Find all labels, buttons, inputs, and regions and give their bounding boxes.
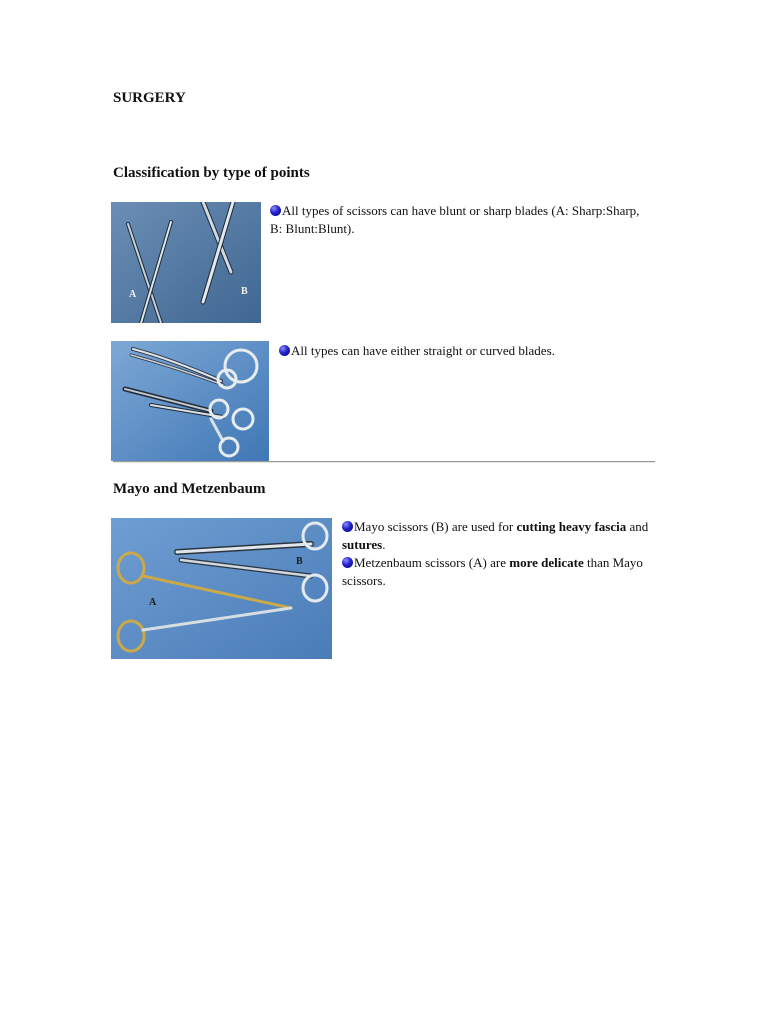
bullet-blade-types: All types of scissors can have blunt or sharp blades (A: Sharp:Sharp, B: Blunt:Blunt). (270, 203, 640, 236)
page-title: SURGERY (113, 90, 186, 106)
scissors-curved-photo (111, 341, 269, 461)
mayo-metzenbaum-photo (111, 518, 332, 659)
bullet-icon (279, 345, 290, 356)
section-heading-mayo: Mayo and Metzenbaum (113, 481, 266, 497)
photo-label-b: B (296, 556, 303, 567)
scissors-points-photo (111, 202, 261, 323)
bullet-metzenbaum: Metzenbaum scissors (A) are more delicate than Mayo scissors. (342, 555, 643, 588)
bullet-straight-curved: All types can have either straight or curved blades. (279, 342, 659, 360)
bullet-icon (342, 521, 353, 532)
bullet-mayo: Mayo scissors (B) are used for cutting heavy fascia and sutures. (342, 519, 649, 552)
photo-label-a: A (149, 597, 157, 608)
photo-label-a: A (129, 289, 137, 300)
section-heading-points: Classification by type of points (113, 165, 310, 181)
photo-label-b: B (241, 286, 248, 297)
section-divider (113, 461, 655, 463)
bullet-icon (270, 205, 281, 216)
bullet-icon (342, 557, 353, 568)
